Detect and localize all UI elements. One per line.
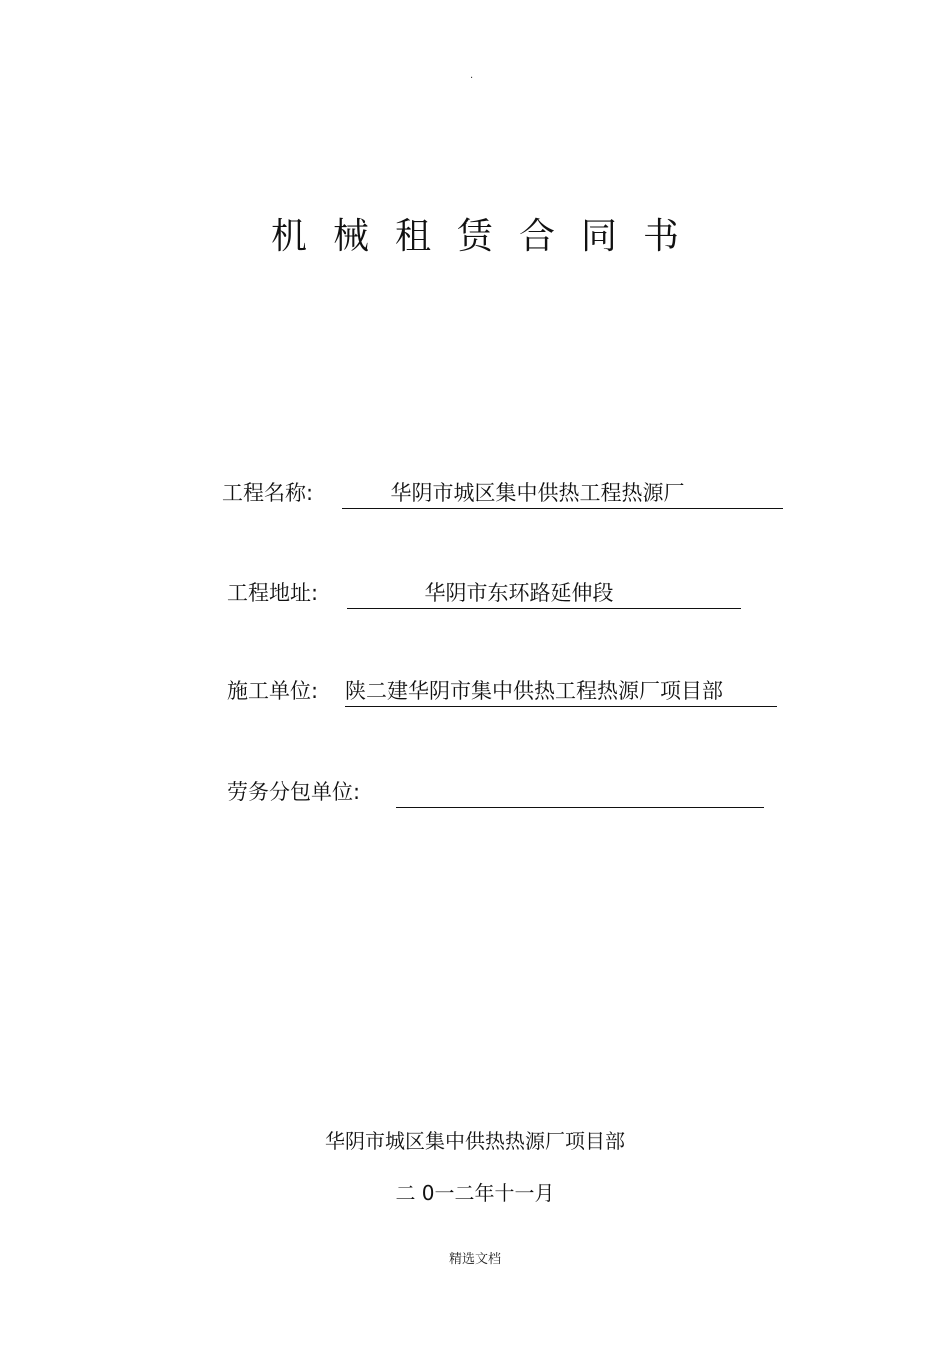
field-project-address-line xyxy=(347,578,741,609)
header-mark: . xyxy=(470,70,474,81)
issuer-organization: 华阴市城区集中供热热源厂项目部 xyxy=(325,1129,625,1153)
field-subcontractor-label: 劳务分包单位: xyxy=(227,780,361,804)
field-project-name-label: 工程名称: xyxy=(222,481,314,505)
field-project-address-value: 华阴市东环路延伸段 xyxy=(424,581,614,605)
field-construction-unit-value: 陕二建华阴市集中供热工程热源厂项目部 xyxy=(345,679,723,703)
field-project-name-line xyxy=(342,478,783,509)
field-subcontractor-line xyxy=(396,777,764,808)
field-construction-unit-label: 施工单位: xyxy=(227,679,319,703)
page-footer-text: 精选文档 xyxy=(448,1252,501,1267)
issue-date: 二 0一二年十一月 xyxy=(395,1181,555,1205)
document-title: 机械租赁合同书 xyxy=(270,216,705,257)
field-project-address-label: 工程地址: xyxy=(227,581,319,605)
field-construction-unit-line xyxy=(345,676,777,707)
field-project-name-value: 华阴市城区集中供热工程热源厂 xyxy=(390,481,685,505)
